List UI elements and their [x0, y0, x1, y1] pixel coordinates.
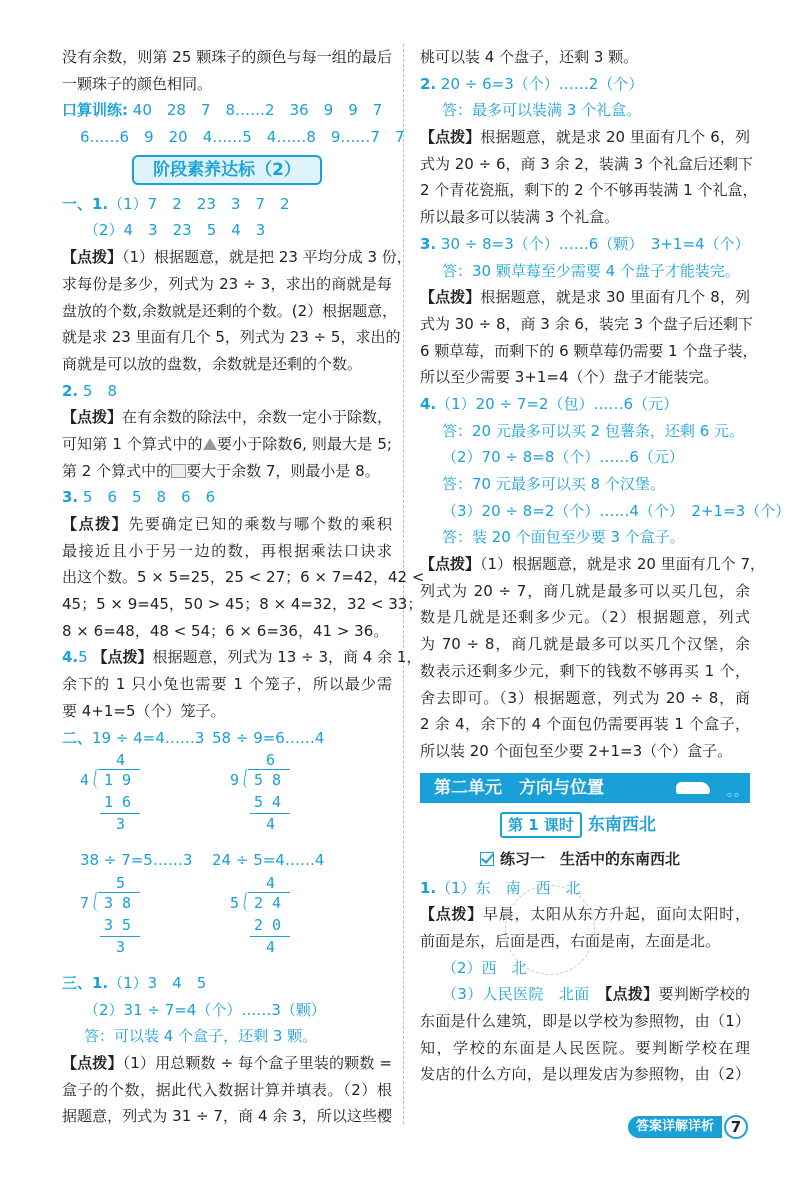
answer-text: 20 ÷ 6=3（个）……2（个） — [440, 74, 644, 93]
answer-line — [420, 391, 750, 418]
question-number: 一、1. — [62, 194, 109, 213]
division-bar — [248, 892, 290, 893]
hint-line — [420, 284, 750, 311]
hint-line: 式为 20 ÷ 6，商 3 余 2，装满 3 个礼盒后还剩下 — [420, 154, 753, 173]
text-line: 桃可以装 4 个盘子，还剩 3 颗。 — [420, 48, 639, 66]
answer-text: （3）人民医院 北面 — [442, 985, 590, 1004]
lesson-number: 第 1 课时 — [500, 812, 582, 838]
product: 5 4 — [254, 793, 282, 812]
division-bar — [250, 936, 290, 937]
hint-text: 根据题意，就是求 30 里面有几个 8，列 — [480, 288, 750, 307]
question-number: 4. — [420, 394, 437, 413]
hint-line: 盒子的个数，据此代入数据计算并填表。（2）根 — [62, 1080, 392, 1099]
equation: 38 ÷ 7=5……3 — [80, 851, 193, 870]
hint-line — [62, 511, 392, 538]
hint-line: 盘放的个数,余数就是还剩的个数。(2）根据题意， — [62, 301, 398, 320]
section-banner: 阶段素养达标（2） — [132, 155, 322, 185]
division-bracket — [242, 769, 254, 789]
answer-line — [62, 970, 392, 997]
hint-tag: 【点拨】 — [62, 515, 129, 533]
hint-tag: 【点拨】 — [420, 128, 481, 147]
hint-text: 早晨，太阳从东方升起，面向太阳时， — [483, 905, 750, 924]
hint-line: 据题意，列式为 31 ÷ 7，商 4 余 3，所以这些樱 — [62, 1107, 392, 1126]
hint-text: 根据题意，列式为 13 ÷ 3，商 4 余 1， — [152, 648, 422, 667]
oral-label: 口算训练: — [62, 101, 128, 120]
question-number: 3. — [420, 234, 437, 253]
hint-line: 前面是东，后面是西，右面是南，左面是北。 — [420, 931, 721, 950]
answer-text: （1）3 4 5 — [108, 973, 207, 992]
car-icon — [676, 782, 710, 794]
answer-line — [62, 644, 422, 671]
dividend: 1 9 — [104, 771, 132, 790]
question-number: 3. — [62, 488, 79, 507]
equation: 24 ÷ 5=4……4 — [212, 851, 325, 870]
hint-line: 8 × 6=48，48 < 54；6 × 6=36，41 > 36。 — [62, 621, 389, 640]
answer-line: （3）20 ÷ 8=2（个）……4（个） 2+1=3（个） — [442, 501, 791, 520]
answer-line: 答：30 颗草莓至少需要 4 个盘子才能装完。 — [442, 261, 740, 280]
division-bar — [98, 769, 140, 770]
question-number: 2. — [62, 381, 79, 400]
checkbox-icon — [480, 852, 494, 866]
hint-line: 为 70 ÷ 8，商几就是最多可以买几个汉堡，余 — [420, 635, 750, 654]
hint-text: 先要确定已知的乘数与哪个数的乘积 — [128, 515, 392, 533]
equation: 19 ÷ 4=4……3 — [92, 728, 205, 747]
hint-line: 商就是可以放的盘数，余数就是还剩的个数。 — [62, 354, 363, 373]
answer-line — [62, 847, 392, 874]
answer-line: （2）31 ÷ 7=4（个）……3（颗） — [84, 1000, 326, 1019]
equation: 58 ÷ 9=6……4 — [212, 728, 325, 747]
hint-line: 45；5 × 9=45，50 > 45；8 × 4=32，32 < 33； — [62, 595, 423, 614]
hint-line: 舍去即可。（3）根据题意，列式为 20 ÷ 8，商 — [420, 688, 750, 707]
answer-line — [62, 191, 392, 218]
divisor: 5 — [230, 893, 240, 912]
oral-training — [62, 97, 392, 124]
question-number: 1. — [420, 878, 437, 897]
answer-line: 答：70 元最多可以买 8 个汉堡。 — [442, 475, 665, 493]
hint-line: 知，学校的东面是人民医院。要判断学校在理 — [420, 1038, 750, 1057]
answer-text: 5 — [78, 648, 88, 667]
division-bar — [100, 813, 140, 814]
hint-tag: 【点拨】 — [604, 985, 659, 1004]
answer-line — [62, 378, 392, 405]
lesson-title: 东南西北 — [587, 814, 656, 835]
division-bar — [248, 769, 290, 770]
lesson-header — [500, 811, 750, 839]
hint-line: 所以装 20 个面包至少要 2+1=3（个）盒子。 — [420, 741, 733, 760]
hint-line: 数表示还剩多少元，剩下的钱数不够再买 1 个， — [420, 661, 750, 680]
hint-line: 余下的 1 只小兔也需要 1 个笼子，所以最少需 — [62, 675, 392, 694]
question-number: 2. — [420, 74, 437, 93]
hint-text: 可知第 1 个算式中的 — [62, 434, 203, 453]
quotient: 6 — [266, 751, 276, 770]
hint-line: 就是求 23 里面有几个 5，列式为 23 ÷ 5，求出的 — [62, 328, 401, 347]
hint-text: （1）用总颗数 ÷ 每个盒子里装的颗数 = — [122, 1053, 392, 1072]
answer-line: 答：最多可以装满 3 个礼盒。 — [442, 101, 642, 120]
hint-line: 出这个数。5 × 5=25，25 < 27；6 × 7=42，42 < — [62, 568, 425, 587]
dividend: 3 8 — [104, 893, 132, 912]
answer-line: 答：可以装 4 个盒子，还剩 3 颗。 — [84, 1027, 318, 1046]
remainder: 3 — [116, 937, 126, 956]
answer-text: 30 ÷ 8=3（个）……6（颗） 3+1=4（个） — [440, 234, 750, 253]
answer-line: （2）4 3 23 5 4 3 — [84, 221, 266, 240]
hint-line: 所以至少需要 3+1=4（个）盘子才能装完。 — [420, 368, 719, 387]
hint-line — [62, 458, 392, 485]
answer-text: （1）东 南 西 北 — [436, 878, 581, 897]
division-bar — [100, 936, 140, 937]
product: 1 6 — [104, 793, 132, 812]
answer-line: 答：20 元最多可以买 2 包薯条，还剩 6 元。 — [442, 421, 745, 440]
hint-line — [62, 244, 412, 271]
text-line: 没有余数，则第 25 颗珠子的颜色与每一组的最后 — [62, 48, 392, 66]
footer-label: 答案详解详析 — [628, 1116, 722, 1138]
dividend: 2 4 — [254, 893, 282, 912]
answer-line: （2）70 ÷ 8=8（个）……6（元） — [442, 448, 684, 467]
hint-text: （1）根据题意，就是把 23 平均分成 3 份， — [122, 248, 412, 267]
remainder: 4 — [266, 937, 276, 956]
division-bar — [250, 813, 290, 814]
quotient: 4 — [266, 873, 276, 892]
divisor: 9 — [230, 771, 240, 790]
answer-text: 5 6 5 8 6 6 — [82, 488, 216, 507]
division-row — [62, 874, 392, 970]
practice-header — [480, 845, 750, 873]
division-row — [62, 751, 392, 847]
division-bracket — [242, 892, 254, 912]
hint-text: 要大于余数 7，则最小是 8。 — [186, 461, 380, 480]
unit-header — [420, 773, 750, 803]
hint-tag: 【点拨】 — [62, 1053, 123, 1072]
answer-text: （1）7 2 23 3 7 2 — [108, 194, 290, 213]
hint-line — [62, 431, 392, 458]
hint-line — [62, 404, 392, 431]
divisor: 4 — [80, 771, 90, 790]
hint-line: 要 4+1=5（个）笼子。 — [62, 701, 226, 720]
hint-text: （1）根据题意，就是求 20 里面有几个 7， — [480, 555, 765, 574]
divisor: 7 — [80, 893, 90, 912]
hint-line: 东面是什么建筑，即是以学校为参照物，由（1） — [420, 1012, 750, 1030]
division-bracket — [92, 769, 104, 789]
hint-line — [420, 124, 750, 151]
decor-icon: ◦◦ — [725, 788, 740, 802]
dividend: 5 8 — [254, 771, 282, 790]
square-icon — [171, 464, 186, 478]
hint-line — [420, 551, 765, 578]
answer-line — [62, 484, 392, 511]
hint-line: 数是几就是还剩多少元。（2）根据题意，列式 — [420, 608, 750, 627]
hint-tag: 【点拨】 — [420, 555, 481, 574]
answer-line: （2）西 北 — [442, 958, 527, 977]
question-number: 二、 — [62, 728, 93, 747]
hint-line: 最接近且小于另一边的数，再根据乘法口诀求 — [62, 541, 392, 560]
triangle-icon — [203, 438, 217, 450]
answer-text: 5 8 — [82, 381, 118, 400]
product: 2 0 — [254, 915, 282, 934]
hint-text: 要小于除数6, 则最大是 5; — [216, 434, 392, 453]
hint-text: 第 2 个算式中的 — [62, 461, 172, 480]
hint-line: 列式为 20 ÷ 7，商几就是最多可以买几包，余 — [420, 581, 750, 600]
hint-text: 在有余数的除法中，余数一定小于除数， — [122, 408, 393, 427]
question-number: 4. — [62, 648, 79, 667]
answer-line — [420, 875, 750, 902]
hint-line: 所以最多可以装满 3 个礼盒。 — [420, 208, 620, 227]
page-footer — [628, 1115, 748, 1139]
practice-title: 练习一 生活中的东南西北 — [500, 849, 681, 868]
answer-line — [420, 981, 750, 1008]
hint-tag: 【点拨】 — [62, 248, 123, 267]
hint-line — [62, 1050, 392, 1077]
answer-line — [420, 231, 750, 258]
quotient: 5 — [116, 873, 126, 892]
remainder: 4 — [266, 815, 276, 834]
text-line: 一颗珠子的颜色相同。 — [62, 74, 213, 93]
left-column — [62, 44, 425, 1130]
hint-tag: 【点拨】 — [420, 905, 483, 924]
remainder: 3 — [116, 815, 126, 834]
answer-line — [62, 725, 392, 752]
hint-line: 求每份是多少，列式为 23 ÷ 3，求出的商就是每 — [62, 274, 392, 293]
hint-tag: 【点拨】 — [420, 288, 481, 307]
answer-line — [420, 71, 750, 98]
hint-line: 2 个青花瓷瓶，剩下的 2 个不够再装满 1 个礼盒， — [420, 181, 758, 200]
oral-answers-1: 40 28 7 8……2 36 9 9 7 — [132, 101, 383, 120]
hint-tag: 【点拨】 — [92, 648, 153, 667]
hint-line: 6 颗草莓，而剩下的 6 颗草莓仍需要 1 个盘子装， — [420, 341, 758, 360]
oral-answers-2: 6……6 9 20 4……5 4……8 9……7 7 — [80, 128, 405, 147]
product: 3 5 — [104, 915, 132, 934]
hint-line: 式为 30 ÷ 8，商 3 余 6，装完 3 个盘子后还剩下 — [420, 314, 753, 333]
page-number: 7 — [724, 1115, 748, 1139]
unit-title: 第二单元 方向与位置 — [434, 777, 604, 798]
division-bar — [98, 892, 140, 893]
hint-text: 要判断学校的 — [658, 985, 750, 1004]
answer-line: 答：装 20 个面包至少要 3 个盒子。 — [442, 528, 685, 547]
hint-line: 发店的什么方向，是以理发店为参照物，由（2） — [420, 1065, 750, 1084]
quotient: 4 — [116, 751, 126, 770]
hint-line: 2 余 4，余下的 4 个面包仍需要再装 1 个盒子， — [420, 715, 750, 734]
hint-tag: 【点拨】 — [62, 408, 123, 427]
answer-text: （1）20 ÷ 7=2（包）……6（元） — [436, 394, 679, 413]
division-bracket — [92, 892, 104, 912]
hint-text: 根据题意，就是求 20 里面有几个 6，列 — [480, 128, 750, 147]
question-number: 三、1. — [62, 973, 109, 992]
